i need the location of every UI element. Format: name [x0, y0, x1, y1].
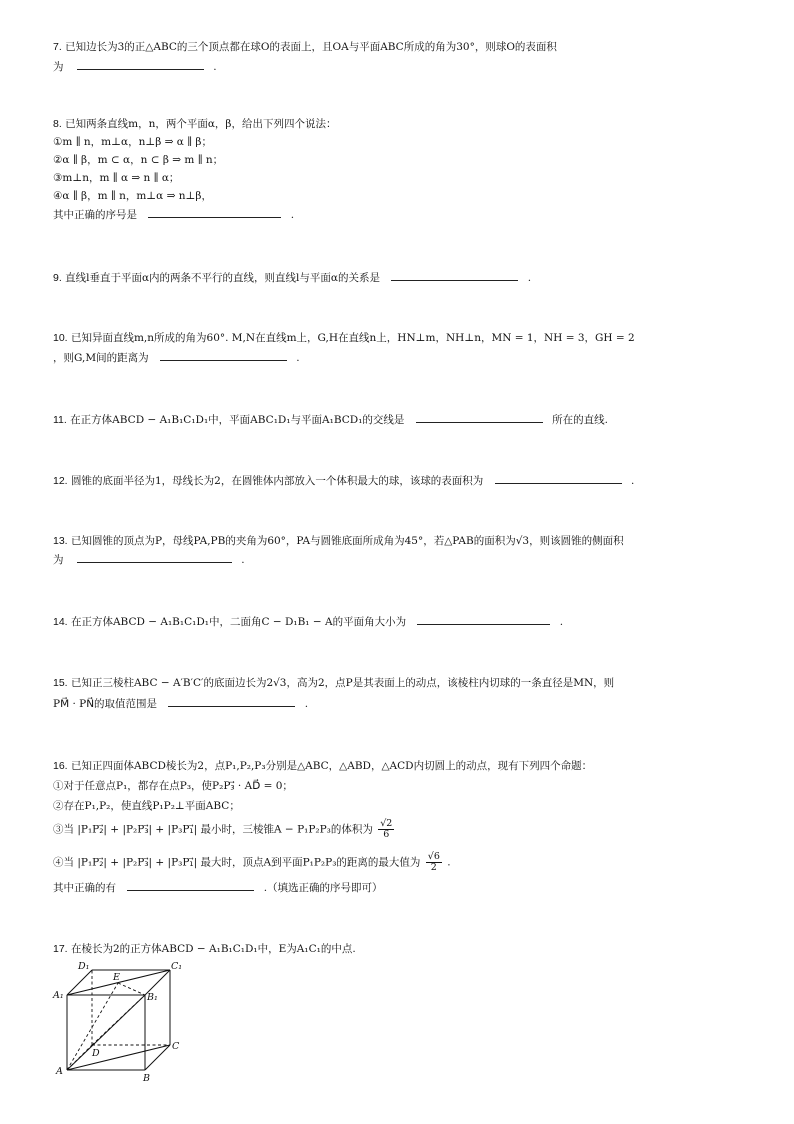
fraction-numerator: √2 [380, 818, 393, 829]
fraction-denominator: 2 [430, 862, 437, 873]
question-7 [53, 38, 557, 56]
proposition-text: 最大时，顶点A到平面P₁P₂P₃的距离的最大值为 [200, 856, 421, 869]
question-9 [53, 268, 531, 287]
answer-suffix: . [290, 209, 295, 221]
fraction-numerator: √6 [427, 851, 440, 862]
vector-sum-expression: |P₁P₂⃗| + |P₂P₃⃗| + |P₃P₁⃗| [77, 823, 198, 836]
answer-prefix: 其中正确的有 [53, 882, 116, 894]
answer-blank[interactable] [168, 694, 295, 707]
question-number: 12. [53, 475, 68, 487]
answer-blank[interactable] [391, 268, 518, 281]
label-b: B [143, 1073, 150, 1083]
edge-b-c [145, 1045, 170, 1070]
label-d1: D₁ [78, 961, 90, 972]
answer-blank[interactable] [495, 471, 622, 484]
question-text: 在正方体ABCD − A₁B₁C₁D₁中，平面ABC₁D₁与平面A₁BCD₁的交线是 [70, 414, 405, 426]
answer-prefix: 其中正确的序号是 [53, 209, 137, 221]
answer-prefix: 为 [53, 61, 64, 73]
label-a1: A₁ [53, 990, 64, 1001]
answer-blank[interactable] [417, 612, 550, 625]
answer-prefix: 为 [53, 554, 64, 566]
answer-suffix: . [241, 554, 245, 566]
question-text: 已知边长为3的正△ABC的三个顶点都在球O的表面上，且OA与平面ABC所成的角为30°，则球O的表面积 [65, 41, 557, 53]
answer-suffix: . [213, 61, 217, 73]
question-number: 11. [53, 414, 67, 426]
question-text: 在棱长为2的正方体ABCD − A₁B₁C₁D₁中，E为A₁C₁的中点. [70, 943, 356, 955]
proposition-4 [53, 852, 451, 873]
answer-suffix: 所在的直线. [552, 414, 608, 426]
proposition-2: ②存在P₁,P₂，使直线P₁P₂⊥平面ABC； [53, 800, 240, 812]
question-number: 16. [53, 760, 68, 772]
question-13 [53, 532, 624, 550]
answer-blank[interactable] [160, 348, 287, 361]
answer-suffix: . [527, 272, 532, 284]
question-16 [53, 757, 592, 775]
answer-prefix: ，则G,M间的距离为 [53, 352, 149, 364]
question-12 [53, 471, 634, 490]
proposition-prefix: ④当 [53, 856, 74, 869]
question-number: 10. [53, 332, 68, 344]
question-15-answer-line [53, 694, 308, 713]
fraction [378, 819, 394, 840]
answer-blank[interactable] [148, 205, 281, 218]
question-text: 已知正三棱柱ABC − A′B′C′的底面边长为2√3，高为2，点P是其表面上的动点，该棱柱内切球的一条直径是MN，则 [70, 677, 615, 689]
question-8-answer-line [53, 205, 294, 224]
question-text: 已知圆锥的顶点为P，母线PA,PB的夹角为60°，PA与圆锥底面所成角为45°，若△PAB的面积为√3，则该圆锥的侧面积 [70, 535, 624, 547]
question-number: 13. [53, 535, 68, 547]
edge-a-c [67, 1045, 170, 1070]
question-8 [53, 115, 337, 133]
question-10 [53, 329, 635, 347]
answer-suffix: . [296, 352, 300, 364]
proposition-prefix: ③当 [53, 823, 74, 836]
question-11 [53, 410, 608, 429]
question-text: 直线l垂直于平面α内的两条不平行的直线，则直线l与平面α的关系是 [65, 272, 381, 284]
statement-2: ②α ∥ β，m ⊂ α，n ⊂ β ⇒ m ∥ n； [53, 154, 224, 166]
question-number: 9. [53, 272, 62, 284]
statement-4: ④α ∥ β，m ∥ n，m⊥α ⇒ n⊥β， [53, 190, 212, 202]
label-a: A [56, 1066, 63, 1077]
question-7-answer-line [53, 57, 217, 76]
statement-1: ①m ∥ n，m⊥α，n⊥β ⇒ α ∥ β； [53, 136, 212, 148]
question-text: 已知正四面体ABCD棱长为2，点P₁,P₂,P₃分别是△ABC，△ABD，△ACD内切圆上的动点，现有下列四个命题： [70, 760, 593, 772]
question-14 [53, 612, 563, 631]
proposition-text: 最小时，三棱锥A − P₁P₂P₃的体积为 [200, 823, 373, 836]
question-10-answer-line [53, 348, 300, 367]
statement-3: ③m⊥n，m ∥ α ⇒ n ∥ α； [53, 172, 180, 184]
answer-suffix: . [559, 616, 564, 628]
question-16-answer-line [53, 878, 383, 897]
question-15 [53, 674, 614, 692]
edge-a1-d1 [67, 970, 92, 995]
question-text: 已知两条直线m，n，两个平面α，β，给出下列四个说法： [65, 118, 337, 130]
proposition-1: ①对于任意点P₁，都存在点P₃，使P₂P₃⃗ · AD⃗ = 0； [53, 780, 293, 792]
label-c: C [172, 1041, 180, 1052]
label-e: E [113, 972, 120, 983]
label-c1: C₁ [171, 961, 183, 972]
question-text: 在正方体ABCD − A₁B₁C₁D₁中，二面角C − D₁B₁ − A的平面角大小为 [70, 616, 407, 628]
answer-blank[interactable] [77, 57, 204, 70]
question-13-answer-line [53, 550, 245, 569]
question-number: 7. [53, 41, 62, 53]
answer-prefix: PM⃗ · PN⃗的取值范围是 [53, 698, 158, 710]
answer-blank[interactable] [77, 550, 232, 563]
answer-suffix: . [304, 698, 309, 710]
fraction-denominator: 6 [383, 829, 390, 840]
question-number: 15. [53, 677, 68, 689]
question-number: 17. [53, 943, 68, 955]
proposition-end: . [447, 856, 451, 869]
question-number: 14. [53, 616, 68, 628]
question-text: 圆锥的底面半径为1，母线长为2，在圆锥体内部放入一个体积最大的球，该球的表面积为 [70, 475, 484, 487]
fraction [426, 852, 442, 873]
question-17 [53, 940, 356, 958]
label-b1: B₁ [147, 992, 158, 1003]
hidden-edge-e-b1 [118, 983, 145, 995]
vector-sum-expression: |P₁P₂⃗| + |P₂P₃⃗| + |P₃P₁⃗| [77, 856, 198, 869]
question-number: 8. [53, 118, 62, 130]
question-text: 已知异面直线m,n所成的角为60°. M,N在直线m上，G,H在直线n上，HN⊥m，NH⊥n，MN = 1，NH = 3，GH = 2 [70, 332, 635, 344]
answer-suffix: .（填选正确的序号即可） [263, 882, 383, 894]
answer-blank[interactable] [127, 878, 254, 891]
answer-blank[interactable] [416, 410, 543, 423]
proposition-3 [53, 819, 396, 840]
label-d: D [92, 1048, 100, 1059]
answer-suffix: . [631, 475, 635, 487]
cube-figure [50, 958, 190, 1083]
